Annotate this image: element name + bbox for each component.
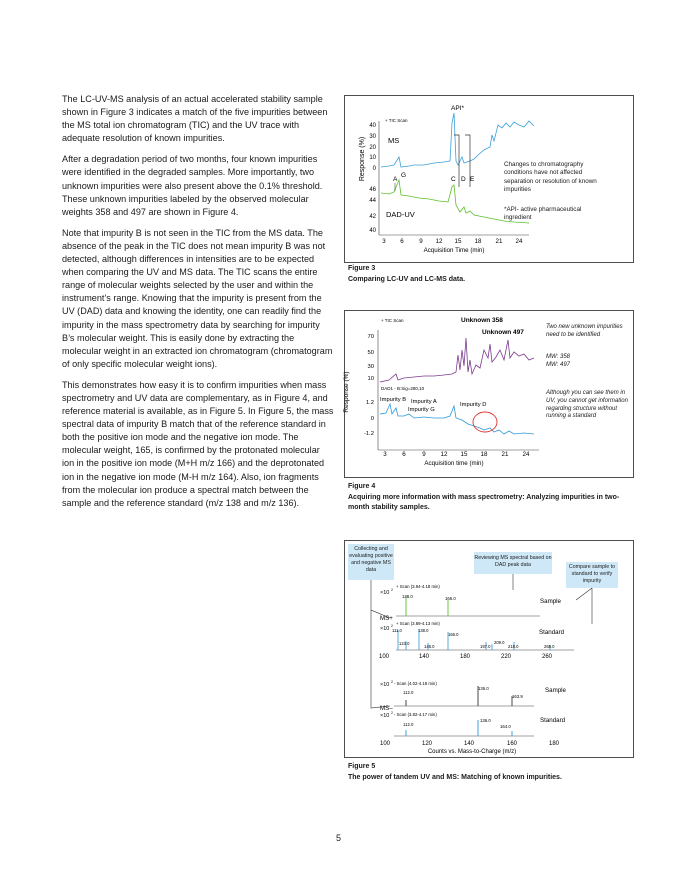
x-axis-label: Acquisition time (min) xyxy=(424,460,484,467)
scale-exp: 2 xyxy=(391,680,393,684)
figure-4-mw-1: MW: 358 xyxy=(546,354,571,360)
y-axis-label: Response (%) xyxy=(343,371,350,413)
ms-plus-label: MS+ xyxy=(380,615,393,622)
neg-std-peaks xyxy=(406,720,512,736)
highlight-circle xyxy=(473,412,497,432)
peak-label-e: E xyxy=(470,176,475,183)
figure-4-caption: Acquiring more information with mass spectrometry: Analyzing impurities in two-month stability samples. xyxy=(348,494,620,511)
x-tick: 15 xyxy=(454,238,462,245)
ms-tick: 10 xyxy=(369,155,376,161)
figure-5 xyxy=(344,540,634,758)
paragraph-1: The LC-UV-MS analysis of an actual accelerated stability sample shown in Figure 3 indicates a match of the five impurities between the MS total ion chromatogram (TIC) and the UV trace with adequate resolution of known impurities. xyxy=(62,94,328,144)
scale-exp: 2 xyxy=(391,624,393,628)
top-tick: 10 xyxy=(367,376,374,382)
x-tick: 15 xyxy=(460,451,468,458)
uv-trace xyxy=(380,404,534,434)
x-tick: 24 xyxy=(515,238,523,245)
x-tick: 6 xyxy=(400,238,404,245)
peak-label: 163.9 xyxy=(512,694,523,699)
dad-tick: 44 xyxy=(369,198,376,204)
peak-label: 148.0 xyxy=(424,644,435,649)
x-tick: 18 xyxy=(474,238,482,245)
peak-label: 268.0 xyxy=(544,644,555,649)
tic-label: + TIC Scan xyxy=(385,118,408,123)
figure-3-label: Figure 3 xyxy=(348,265,376,272)
x-tick: 3 xyxy=(383,451,387,458)
peak-label: 136.0 xyxy=(480,718,491,723)
figure-4 xyxy=(344,310,634,478)
scale-label: ×10 xyxy=(380,713,390,719)
dad-label: DAD1 - B:Sig=280,10 xyxy=(381,386,425,391)
figure-5-caption: The power of tandem UV and MS: Matching of known impurities. xyxy=(348,774,562,781)
dad-tick: 40 xyxy=(369,228,376,234)
x-tick: 6 xyxy=(402,451,406,458)
impurity-d-label: Impurity D xyxy=(460,402,487,408)
figure-4-note-2: Although you can see them in UV, you cannot get information regarding structure without running a standard xyxy=(546,390,628,420)
peak-label: 138.0 xyxy=(402,594,413,599)
x-tick: 21 xyxy=(495,238,503,245)
dad-label: DAD-UV xyxy=(386,210,415,219)
pos-x-tick: 180 xyxy=(459,654,471,660)
dad-tick: 42 xyxy=(369,214,376,220)
paragraph-3: Note that impurity B is not seen in the TIC from the MS data. The absence of the peak in the TIC does not mean impurity B was not detected, although differences in intensities are to be expected when comparing the UV and MS data. The TIC scans the entire range of molecular weights selected by the user and within the instrument’s range. Knowing that the impurity is present from the UV (DAD) data and knowing the identity, one can readily find the impurity in the mass spectrometry data by searching for impurity B’s molecular weight. This is easily done by extracting the molecular weight in an extracted ion chromatogram (chromatogram of only specific molecular weight ions). xyxy=(62,227,333,369)
peak-label: 123.0 xyxy=(399,641,410,646)
x-axis-label: Counts vs. Mass-to-Charge (m/z) xyxy=(427,749,517,755)
figure-4-mw-2: MW: 497 xyxy=(546,362,571,368)
neg-sample-peaks xyxy=(406,686,512,706)
peak-label: 112.0 xyxy=(403,690,414,695)
api-label: API* xyxy=(451,105,465,112)
peak-label-d: D xyxy=(461,176,466,183)
x-tick: 9 xyxy=(422,451,426,458)
neg-x-tick: 120 xyxy=(421,741,433,747)
scale-exp: 2 xyxy=(391,711,393,715)
peak-label-g: G xyxy=(401,172,407,179)
ms-minus-label: MS– xyxy=(380,705,393,712)
figure-5-label: Figure 5 xyxy=(348,763,376,770)
peak-label: 164.0 xyxy=(500,724,511,729)
ms-tick: 0 xyxy=(372,166,376,172)
scan-label-3: - Scan (4.02-4.18 min) xyxy=(394,681,437,686)
bottom-tick: 1.2 xyxy=(365,400,374,406)
bottom-tick: -1.2 xyxy=(364,431,374,437)
standard-label: Standard xyxy=(539,629,565,636)
x-axis-label: Acquisition Time (min) xyxy=(423,247,485,254)
ms-tick: 20 xyxy=(369,145,376,151)
ms-tick: 30 xyxy=(369,134,376,140)
pos-x-tick: 220 xyxy=(500,654,512,660)
x-tick: 3 xyxy=(382,238,386,245)
body-text xyxy=(62,93,334,518)
peak-label-a: A xyxy=(393,176,398,183)
peak-label: 209.0 xyxy=(494,640,505,645)
figure-4-note-1: Two new unknown impurities need to be identified xyxy=(546,324,623,338)
box-compare-text: Compare sample to standard to verify impurity xyxy=(568,564,616,584)
paragraph-2: After a degradation period of two months, four known impurities were identified in the degraded samples. More importantly, two unknown impurities were also present above the 0.1% threshold. These unknown impurities labeled by the observed molecular weights 358 and 497 are shown in Figure 4. xyxy=(62,154,323,217)
standard-label: Standard xyxy=(540,717,566,724)
dad-tick: 46 xyxy=(369,187,376,193)
box-reviewing-text: Reviewing MS spectral based on DAD peak data xyxy=(474,555,552,568)
scale-label: ×10 xyxy=(380,626,390,632)
impurity-a-label: Impurity A xyxy=(411,399,437,405)
impurity-g-label: Impurity G xyxy=(408,407,435,413)
unknown-497-label: Unknown 497 xyxy=(482,329,524,336)
peak-label: 136.0 xyxy=(478,686,489,691)
top-tick: 30 xyxy=(367,364,374,370)
impurity-b-label: Impurity B xyxy=(380,397,407,403)
page-number: 5 xyxy=(336,833,342,843)
figure-4-label: Figure 4 xyxy=(348,483,376,490)
unknown-358-label: Unknown 358 xyxy=(461,317,503,324)
peak-label-c: C xyxy=(451,176,456,183)
figure-3 xyxy=(344,95,634,263)
sample-label: Sample xyxy=(545,687,566,694)
x-tick: 18 xyxy=(480,451,488,458)
x-tick: 21 xyxy=(501,451,509,458)
peak-label: 218.0 xyxy=(508,644,519,649)
figure-3-note: Changes to chromatography conditions have not affected separation or resolution of known impurities xyxy=(504,161,597,194)
tic-label: + TIC Scan xyxy=(381,318,404,323)
sample-label: Sample xyxy=(540,598,561,605)
scan-label-4: - Scan (3.82-4.17 min) xyxy=(394,712,437,717)
peak-label: 112.0 xyxy=(403,722,414,727)
ms-tick: 40 xyxy=(369,123,376,129)
neg-x-tick: 160 xyxy=(506,741,518,747)
pos-x-tick: 100 xyxy=(378,654,390,660)
peak-label: 166.0 xyxy=(445,596,456,601)
pos-x-tick: 260 xyxy=(541,654,553,660)
scale-exp: 2 xyxy=(391,588,393,592)
neg-x-tick: 180 xyxy=(548,741,560,747)
figure-3-footnote: *API- active pharmaceutical ingredient xyxy=(504,206,582,222)
neg-x-tick: 100 xyxy=(379,741,391,747)
scan-label-2: + Scan (3.89-4.13 min) xyxy=(396,621,440,626)
x-tick: 24 xyxy=(522,451,530,458)
box-collecting-text: Collecting and evaluating positive and negative MS data xyxy=(349,546,393,573)
figure-3-caption: Comparing LC-UV and LC-MS data. xyxy=(348,276,466,283)
peak-label: 111.0 xyxy=(392,628,402,633)
top-tick: 50 xyxy=(367,350,374,356)
scan-label-1: + Scan (3.94-4.18 min) xyxy=(396,584,440,589)
y-axis-label: Response (%) xyxy=(359,136,366,182)
x-tick: 12 xyxy=(435,238,443,245)
scale-label: ×10 xyxy=(380,682,390,688)
ms-label: MS xyxy=(388,136,400,145)
paragraph-4: This demonstrates how easy it is to confirm impurities when mass spectrometry and UV data are complementary, as in Figure 4, and reference material is available, as in Figure 5. In Figure 5, the mass spectral data of impurity B match that of the reference standard in both the positive ion mode and the negative ion mode. The molecular weight, 165, is confirmed by the protonated molecular ion in the positive ion mode (M+H m/z 166) and the deprotonated ion in the negative ion mode (M-H m/z 164). Also, ion fragments from the molecular ion produce a spectral match between the sample and the reference standard (m/z 138 and m/z 136). xyxy=(62,379,334,508)
bottom-tick: 0 xyxy=(370,416,374,422)
top-tick: 70 xyxy=(367,334,374,340)
ms-trace xyxy=(380,338,534,382)
x-tick: 9 xyxy=(419,238,423,245)
peak-label: 166.0 xyxy=(448,632,459,637)
peak-label: 197.0 xyxy=(480,644,491,649)
neg-x-tick: 140 xyxy=(463,741,475,747)
peak-label: 138.0 xyxy=(418,628,429,633)
scale-label: ×10 xyxy=(380,590,390,596)
x-tick: 12 xyxy=(440,451,448,458)
pos-x-tick: 140 xyxy=(418,654,430,660)
pos-sample-peaks xyxy=(406,596,448,616)
